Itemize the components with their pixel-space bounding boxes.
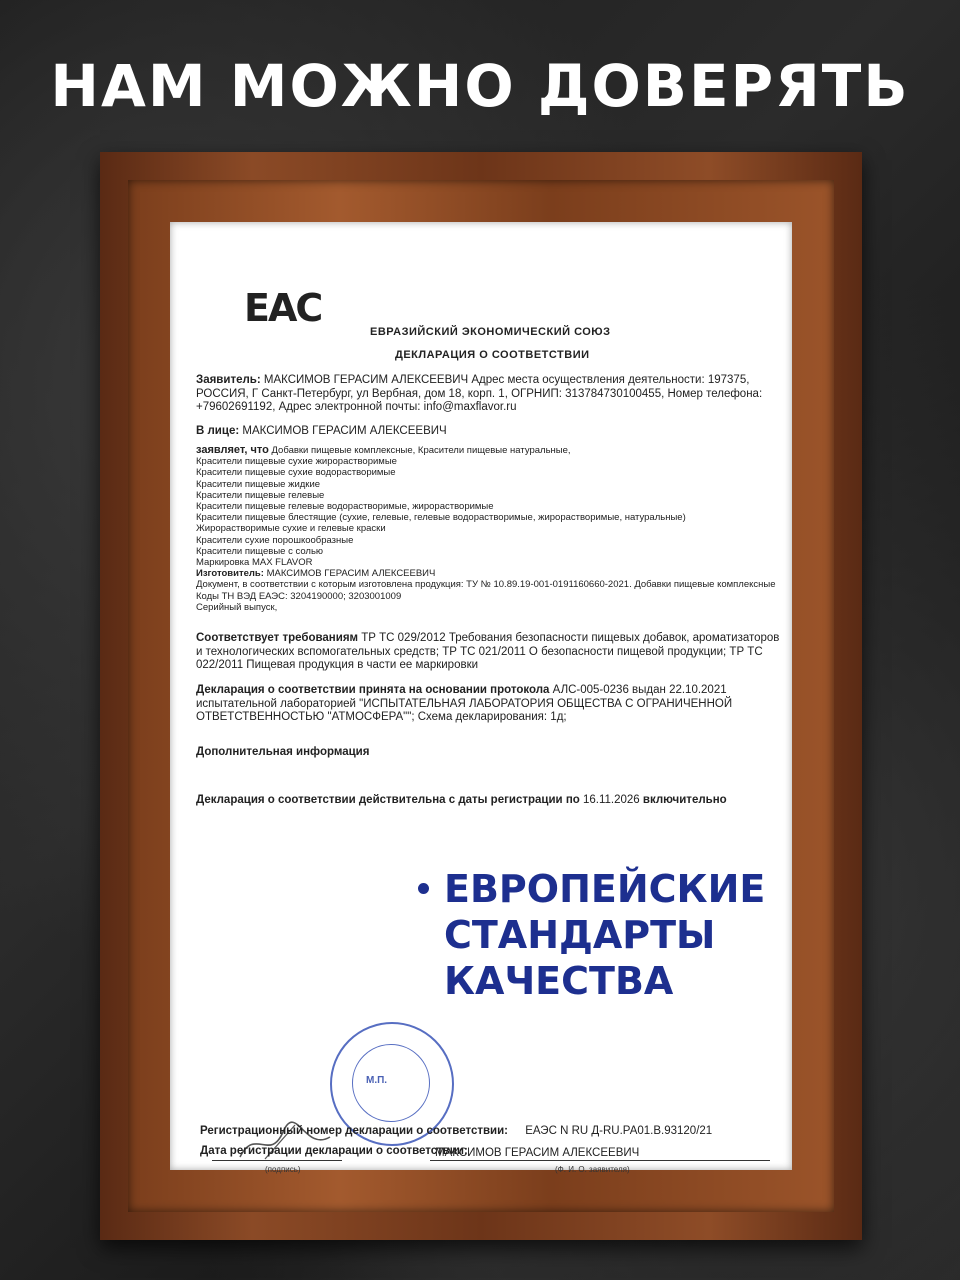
callout-line: ЕВРОПЕЙСКИЕ	[444, 867, 766, 911]
validity-label: Декларация о соответствии действительна с даты регистрации по	[196, 794, 580, 806]
declares-line: Красители сухие порошкообразные	[196, 534, 354, 546]
declaration-title: ДЕКЛАРАЦИЯ О СООТВЕТСТВИИ	[395, 349, 590, 361]
stamp-label: М.П.	[366, 1075, 388, 1086]
callout-line: СТАНДАРТЫ	[444, 913, 716, 957]
manufacturer-label: Изготовитель:	[196, 568, 264, 580]
declares-line: Жирорастворимые сухие и гелевые краски	[196, 523, 386, 535]
applicant-label: Заявитель:	[196, 374, 261, 386]
complies-text: ТР ТС 029/2012 Требования безопасности пищевых добавок, ароматизаторов и технологических вспомогательных средств; ТР ТС 021/2011 О безопасности пищевой продукции; ТР ТС 022/2011 Пищевая продукция в части ее маркировки	[196, 632, 780, 671]
name-caption: (Ф. И. О. заявителя)	[555, 1165, 630, 1174]
signature-line	[212, 1160, 342, 1161]
person-section	[196, 425, 786, 439]
person-text: МАКСИМОВ ГЕРАСИМ АЛЕКСЕЕВИЧ	[242, 425, 447, 437]
applicant-section	[196, 374, 786, 415]
reg-number-label: Регистрационный номер декларации о соответствии:	[200, 1125, 509, 1137]
page-headline: НАМ МОЖНО ДОВЕРЯТЬ	[50, 52, 910, 120]
declares-line: Красители пищевые гелевые	[196, 489, 325, 501]
declares-line: Красители пищевые блестящие (сухие, гелевые, гелевые водорастворимые, жирорастворимые, натуральные)	[196, 512, 686, 524]
declares-label: заявляет, что	[196, 444, 269, 456]
declares-line: Маркировка MAX FLAVOR	[196, 557, 313, 569]
validity-suffix: включительно	[642, 794, 727, 806]
serial-line: Серийный выпуск,	[196, 601, 278, 613]
codes-line: Коды ТН ВЭД ЕАЭС: 3204190000; 3203001009	[196, 590, 402, 602]
declaration-document	[170, 222, 792, 1174]
document-basis-line: Документ, в соответствии с которым изготовлена продукция: ТУ № 10.89.19-001-0191160660-2021. Добавки пищевые комплексные	[196, 579, 776, 591]
basis-label: Декларация о соответствии принята на основании протокола	[196, 684, 550, 696]
basis-section	[196, 684, 786, 725]
bullet-dot	[418, 883, 429, 894]
declares-line: Красители пищевые сухие жирорастворимые	[196, 456, 397, 468]
declares-line: Добавки пищевые комплексные, Красители пищевые натуральные,	[271, 445, 571, 456]
declares-line: Красители пищевые жидкие	[196, 478, 321, 490]
complies-section	[196, 632, 786, 673]
declares-line: Красители пищевые гелевые водорастворимые, жирорастворимые	[196, 501, 494, 513]
declares-line: Красители пищевые с солью	[196, 545, 324, 557]
callout-line: КАЧЕСТВА	[444, 959, 674, 1003]
picture-frame	[100, 152, 862, 1240]
declares-section	[196, 445, 786, 613]
union-heading: ЕВРАЗИЙСКИЙ ЭКОНОМИЧЕСКИЙ СОЮЗ	[370, 326, 611, 338]
manufacturer-text: МАКСИМОВ ГЕРАСИМ АЛЕКСЕЕВИЧ	[266, 568, 436, 580]
validity-section	[196, 794, 756, 808]
stamp-inner-ring	[352, 1044, 430, 1122]
signer-name: МАКСИМОВ ГЕРАСИМ АЛЕКСЕЕВИЧ	[435, 1147, 640, 1159]
person-label: В лице:	[196, 425, 240, 437]
applicant-text: МАКСИМОВ ГЕРАСИМ АЛЕКСЕЕВИЧ Адрес места осуществления деятельности: 197375, РОССИЯ, Г Санкт-Петербург, ул Вербная, дом 18, корп. 1, ОГРНИП: 313784730100455, Номер телефона: +79602691192, Адрес электронной почты: info@maxflavor.ru	[196, 374, 763, 413]
additional-info-label: Дополнительная информация	[196, 746, 370, 758]
reg-number-row	[200, 1125, 712, 1137]
basis-text: АЛС-005-0236 выдан 22.10.2021 испытательной лабораторией "ИСПЫТАТЕЛЬНАЯ ЛАБОРАТОРИЯ ОБЩЕСТВА С ОГРАНИЧЕННОЙ ОТВЕТСТВЕННОСТЬЮ "АТМОСФЕРА""; Схема декларирования: 1д;	[196, 684, 733, 723]
validity-date: 16.11.2026	[583, 794, 640, 806]
name-line	[430, 1160, 770, 1161]
signature-caption: (подпись)	[265, 1165, 301, 1174]
declares-line: Красители пищевые сухие водорастворимые	[196, 467, 396, 479]
reg-date-label: Дата регистрации декларации о соответствии:	[200, 1145, 468, 1157]
quality-standards-callout	[444, 866, 765, 1004]
reg-number: ЕАЭС N RU Д-RU.РА01.В.93120/21	[525, 1125, 713, 1137]
complies-label: Соответствует требованиям	[196, 632, 359, 644]
eac-logo: EAC	[244, 286, 322, 330]
